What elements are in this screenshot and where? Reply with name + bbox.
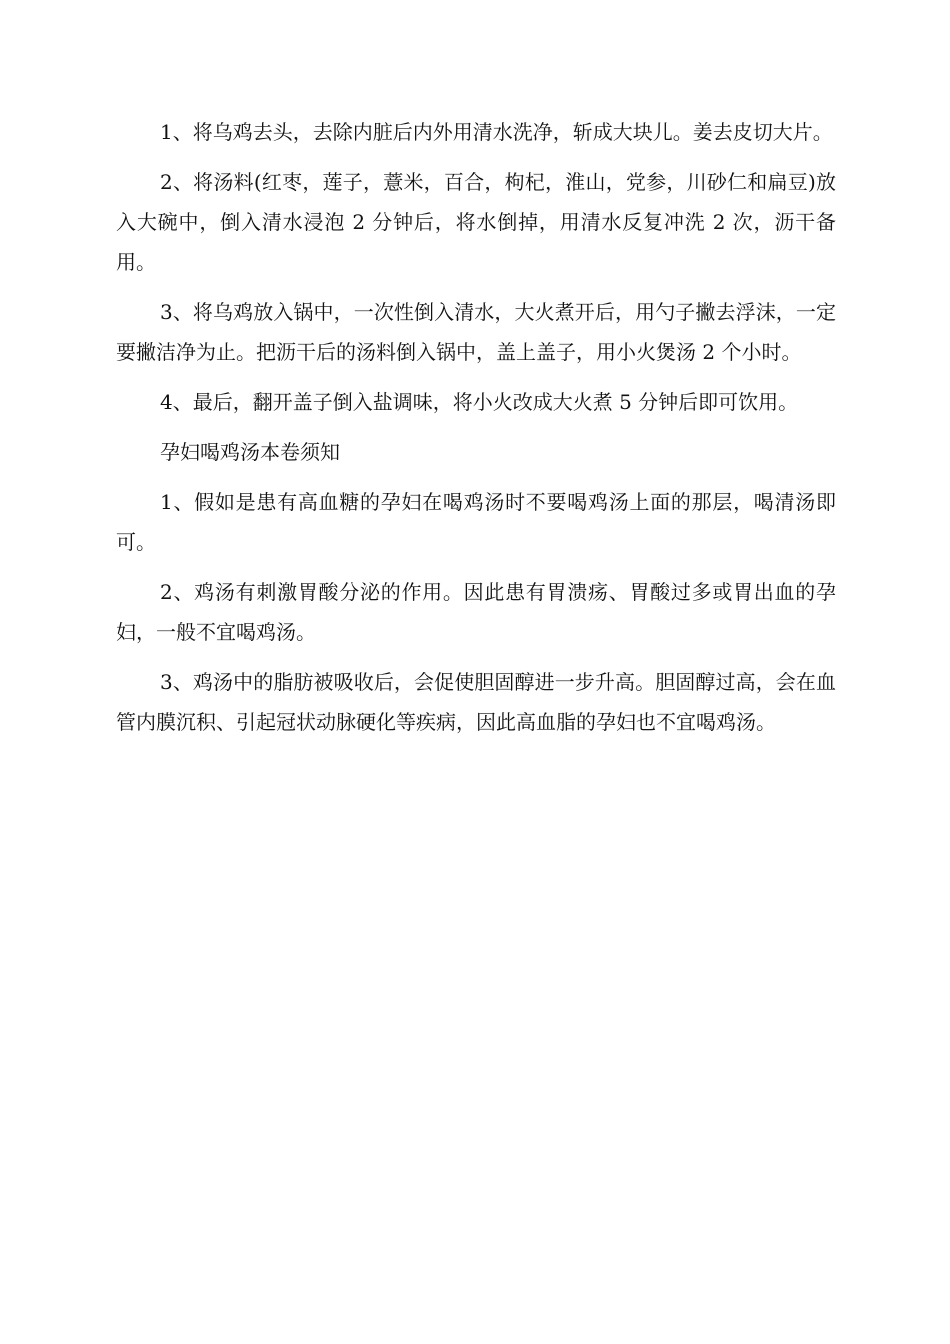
note-1-paragraph: 1、假如是患有高血糖的孕妇在喝鸡汤时不要喝鸡汤上面的那层，喝清汤即可。 [116,490,836,554]
step-1-paragraph: 1、将乌鸡去头，去除内脏后内外用清水洗净，斩成大块儿。姜去皮切大片。 [160,120,833,144]
step-4-paragraph: 4、最后，翻开盖子倒入盐调味，将小火改成大火煮 5 分钟后即可饮用。 [160,390,799,414]
step-2-paragraph: 2、将汤料(红枣，莲子，薏米，百合，枸杞，淮山，党参，川砂仁和扁豆)放入大碗中，倒入清水浸泡 2 分钟后，将水倒掉，用清水反复冲洗 2 次，沥干备用。 [116,170,836,274]
section-heading: 孕妇喝鸡汤本卷须知 [160,440,340,464]
note-2-paragraph: 2、鸡汤有刺激胃酸分泌的作用。因此患有胃溃疡、胃酸过多或胃出血的孕妇，一般不宜喝鸡汤。 [116,580,836,644]
note-3-paragraph: 3、鸡汤中的脂肪被吸收后，会促使胆固醇进一步升高。胆固醇过高，会在血管内膜沉积、引起冠状动脉硬化等疾病，因此高血脂的孕妇也不宜喝鸡汤。 [116,670,836,734]
document-body [116,112,836,752]
step-3-paragraph: 3、将乌鸡放入锅中，一次性倒入清水，大火煮开后，用勺子撇去浮沫，一定要撇洁净为止。把沥干后的汤料倒入锅中，盖上盖子，用小火煲汤 2 个小时。 [116,300,836,364]
